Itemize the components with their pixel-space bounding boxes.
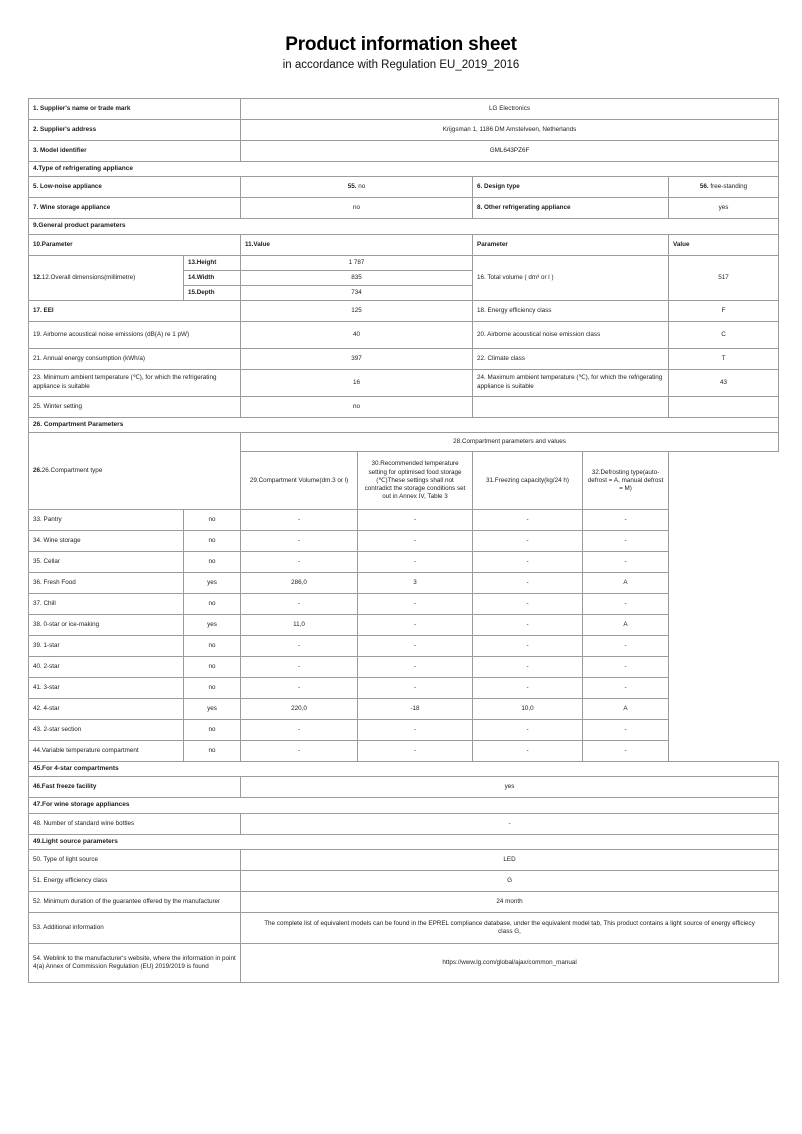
section-general-product-parameters: 9.General product parameters (29, 219, 779, 234)
section-four-star-compartments: 45.For 4-star compartments (29, 762, 779, 777)
column-recommended-temperature: 30.Recommended temperature setting for optimised food storage (℃)These settings shall not contradict the storage conditions set out in Annex IV, Table 3 (358, 452, 473, 510)
compartment-name: 34. Wine storage (29, 531, 184, 552)
compartment-present: no (184, 510, 241, 531)
other-refrigerating-appliance-label: 8. Other refrigerating appliance (473, 198, 669, 219)
compartment-defrosting-type: - (583, 720, 669, 741)
table-row (29, 850, 779, 871)
compartment-defrosting-type: - (583, 510, 669, 531)
wine-bottles-value: - (241, 813, 779, 834)
compartment-volume: - (241, 720, 358, 741)
compartment-volume: - (241, 594, 358, 615)
product-information-table (28, 98, 779, 983)
compartment-freezing-capacity: - (473, 594, 583, 615)
compartment-present: no (184, 741, 241, 762)
compartment-volume: - (241, 636, 358, 657)
compartment-defrosting-type: - (583, 741, 669, 762)
light-source-type-value: LED (241, 850, 779, 871)
table-row (29, 657, 779, 678)
noise-emission-class-value: C (669, 321, 779, 348)
table-row (29, 321, 779, 348)
compartment-name: 44.Variable temperature compartment (29, 741, 184, 762)
low-noise-appliance-value (241, 177, 473, 198)
design-type-num: 56. (699, 183, 709, 191)
table-row (29, 594, 779, 615)
table-row (29, 99, 779, 120)
table-row (29, 300, 779, 321)
compartment-volume: - (241, 741, 358, 762)
model-identifier-value: GML643PZ6F (241, 141, 779, 162)
table-row (29, 162, 779, 177)
supplier-name-label: 1. Supplier's name or trade mark (29, 99, 241, 120)
compartment-temperature: - (358, 678, 473, 699)
column-defrosting-type: 32.Defrosting type(auto-defrost = A, manual defrost = M) (583, 452, 669, 510)
table-row (29, 141, 779, 162)
fast-freeze-label: 46.Fast freeze facility (29, 777, 241, 798)
table-row (29, 219, 779, 234)
noise-emissions-value: 40 (241, 321, 473, 348)
table-row (29, 913, 779, 944)
width-value: 835 (241, 270, 473, 285)
table-row (29, 177, 779, 198)
weblink-label: 54. Weblink to the manufacturer's website, where the information in point 4(a) Annex of Commission Regulation (EU) 2019/2019 is found (29, 944, 241, 983)
low-noise-appliance-label: 5. Low-noise appliance (29, 177, 241, 198)
table-row (29, 813, 779, 834)
supplier-name-value: LG Electronics (241, 99, 779, 120)
table-row (29, 120, 779, 141)
compartment-temperature: - (358, 636, 473, 657)
section-light-source-parameters: 49.Light source parameters (29, 834, 779, 849)
compartment-defrosting-type: A (583, 699, 669, 720)
compartment-temperature: - (358, 531, 473, 552)
climate-class-value: T (669, 348, 779, 369)
compartment-freezing-capacity: 10,0 (473, 699, 583, 720)
width-label: 14.Width (184, 270, 241, 285)
compartment-name: 37. Chill (29, 594, 184, 615)
table-row (29, 720, 779, 741)
compartment-temperature: - (358, 552, 473, 573)
guarantee-duration-label: 52. Minimum duration of the guarantee offered by the manufacturer (29, 892, 241, 913)
winter-setting-label: 25. Winter setting (29, 396, 241, 417)
compartment-present: no (184, 636, 241, 657)
document-header (0, 0, 802, 71)
compartment-present: no (184, 657, 241, 678)
compartment-name: 33. Pantry (29, 510, 184, 531)
compartment-params-header: 28.Compartment parameters and values (241, 433, 779, 452)
table-row (29, 510, 779, 531)
compartment-present: no (184, 594, 241, 615)
max-ambient-temp-value: 43 (669, 369, 779, 396)
compartment-present: no (184, 531, 241, 552)
compartment-volume: - (241, 657, 358, 678)
winter-setting-empty-value (669, 396, 779, 417)
guarantee-duration-value: 24 month (241, 892, 779, 913)
overall-dimensions-label: 12.12.Overall dimensions(millimetre) (29, 255, 184, 300)
supplier-address-label: 2. Supplier's address (29, 120, 241, 141)
table-row (29, 834, 779, 849)
energy-efficiency-class-value: F (669, 300, 779, 321)
table-row (29, 348, 779, 369)
design-type-text: free-standing (710, 183, 748, 191)
section-compartment-parameters: 26. Compartment Parameters (29, 417, 779, 432)
column-header-value-right: Value (669, 234, 779, 255)
total-volume-value: 517 (669, 255, 779, 300)
compartment-freezing-capacity: - (473, 552, 583, 573)
column-compartment-volume: 29.Compartment Volume(dm.3 or l) (241, 452, 358, 510)
compartment-temperature: - (358, 510, 473, 531)
wine-storage-appliance-label: 7. Wine storage appliance (29, 198, 241, 219)
height-value: 1 787 (241, 255, 473, 270)
compartment-defrosting-type: - (583, 678, 669, 699)
table-row (29, 699, 779, 720)
annual-energy-label: 21. Annual energy consumption (kWh/a) (29, 348, 241, 369)
design-type-value (669, 177, 779, 198)
table-row (29, 892, 779, 913)
supplier-address-value: Krijgsman 1, 1186 DM Amstelveen, Netherlands (241, 120, 779, 141)
compartment-defrosting-type: - (583, 636, 669, 657)
compartment-defrosting-type: - (583, 657, 669, 678)
low-noise-appliance-num: 55. (347, 183, 357, 191)
table-row (29, 396, 779, 417)
compartment-present: yes (184, 615, 241, 636)
design-type-label: 6. Design type (473, 177, 669, 198)
table-row (29, 433, 779, 452)
table-row (29, 636, 779, 657)
table-row (29, 234, 779, 255)
wine-bottles-label: 48. Number of standard wine bottles (29, 813, 241, 834)
height-label: 13.Height (184, 255, 241, 270)
compartment-name: 40. 2-star (29, 657, 184, 678)
table-row (29, 678, 779, 699)
table-row (29, 369, 779, 396)
compartment-volume: 286,0 (241, 573, 358, 594)
compartment-freezing-capacity: - (473, 741, 583, 762)
compartment-temperature: - (358, 615, 473, 636)
winter-setting-value: no (241, 396, 473, 417)
compartment-present: no (184, 678, 241, 699)
compartment-freezing-capacity: - (473, 657, 583, 678)
table-row (29, 615, 779, 636)
section-type-of-appliance: 4.Type of refrigerating appliance (29, 162, 779, 177)
min-ambient-temp-label: 23. Minimum ambient temperature (℃), for which the refrigerating appliance is suitable (29, 369, 241, 396)
compartment-freezing-capacity: - (473, 531, 583, 552)
compartment-volume: - (241, 678, 358, 699)
table-row (29, 741, 779, 762)
compartment-temperature: -18 (358, 699, 473, 720)
table-row (29, 944, 779, 983)
compartment-volume: 11,0 (241, 615, 358, 636)
compartment-volume: 220,0 (241, 699, 358, 720)
table-row (29, 198, 779, 219)
compartment-present: no (184, 720, 241, 741)
compartment-name: 41. 3-star (29, 678, 184, 699)
model-identifier-label: 3. Model identifier (29, 141, 241, 162)
compartment-type-text: 26.Compartment type (41, 467, 103, 475)
compartment-defrosting-type: - (583, 531, 669, 552)
light-source-class-value: G (241, 871, 779, 892)
weblink-value[interactable]: https://www.lg.com/global/ajax/common_manual (241, 944, 779, 983)
table-row (29, 762, 779, 777)
fast-freeze-value: yes (241, 777, 779, 798)
annual-energy-value: 397 (241, 348, 473, 369)
column-header-parameter-right: Parameter (473, 234, 669, 255)
compartment-temperature: 3 (358, 573, 473, 594)
low-noise-appliance-text: no (358, 183, 366, 191)
compartment-name: 43. 2-star section (29, 720, 184, 741)
column-header-parameter-left: 10.Parameter (29, 234, 241, 255)
compartment-freezing-capacity: - (473, 573, 583, 594)
energy-efficiency-class-label: 18. Energy efficiency class (473, 300, 669, 321)
compartment-defrosting-type: A (583, 573, 669, 594)
compartment-present: yes (184, 699, 241, 720)
table-row (29, 255, 779, 270)
compartment-freezing-capacity: - (473, 615, 583, 636)
compartment-defrosting-type: - (583, 594, 669, 615)
noise-emissions-label: 19. Airborne acoustical noise emissions (dB(A) re 1 pW) (29, 321, 241, 348)
winter-setting-empty-label (473, 396, 669, 417)
table-row (29, 871, 779, 892)
compartment-temperature: - (358, 657, 473, 678)
compartment-freezing-capacity: - (473, 510, 583, 531)
table-row (29, 798, 779, 813)
compartment-present: yes (184, 573, 241, 594)
page-title: Product information sheet (285, 34, 517, 55)
compartment-defrosting-type: A (583, 615, 669, 636)
page-subtitle: in accordance with Regulation EU_2019_2016 (282, 59, 520, 71)
section-wine-storage-appliances: 47.For wine storage appliances (29, 798, 779, 813)
min-ambient-temp-value: 16 (241, 369, 473, 396)
table-row (29, 777, 779, 798)
compartment-freezing-capacity: - (473, 678, 583, 699)
light-source-type-label: 50. Type of light source (29, 850, 241, 871)
table-row (29, 552, 779, 573)
compartment-name: 35. Cellar (29, 552, 184, 573)
compartment-volume: - (241, 531, 358, 552)
product-info-table-wrap (28, 98, 778, 983)
depth-value: 734 (241, 285, 473, 300)
column-freezing-capacity: 31.Freezing capacity(kg/24 h) (473, 452, 583, 510)
eei-label: 17. EEI (29, 300, 241, 321)
max-ambient-temp-label: 24. Maximum ambient temperature (℃), for which the refrigerating appliance is suitable (473, 369, 669, 396)
compartment-name: 42. 4-star (29, 699, 184, 720)
other-refrigerating-appliance-value: yes (669, 198, 779, 219)
overall-dimensions-text: 12.Overall dimensions(millimetre) (41, 273, 136, 281)
additional-information-value: The complete list of equivalent models can be found in the EPREL compliance database, under the equivalent model tab, This product contains a light source of energy efficiecy class G, (241, 913, 779, 944)
compartment-type-label: 26.26.Compartment type (29, 433, 241, 510)
additional-information-label: 53. Additional information (29, 913, 241, 944)
column-header-value-left: 11.Value (241, 234, 473, 255)
light-source-class-label: 51. Energy efficiency class (29, 871, 241, 892)
compartment-rows-body (29, 510, 779, 762)
wine-storage-appliance-value: no (241, 198, 473, 219)
compartment-defrosting-type: - (583, 552, 669, 573)
table-row (29, 417, 779, 432)
compartment-volume: - (241, 510, 358, 531)
compartment-name: 38. 0-star or ice-making (29, 615, 184, 636)
compartment-temperature: - (358, 741, 473, 762)
compartment-freezing-capacity: - (473, 720, 583, 741)
climate-class-label: 22. Climate class (473, 348, 669, 369)
compartment-freezing-capacity: - (473, 636, 583, 657)
table-row (29, 573, 779, 594)
compartment-name: 36. Fresh Food (29, 573, 184, 594)
depth-label: 15.Depth (184, 285, 241, 300)
compartment-volume: - (241, 552, 358, 573)
noise-emission-class-label: 20. Airborne acoustical noise emission class (473, 321, 669, 348)
compartment-name: 39. 1-star (29, 636, 184, 657)
compartment-temperature: - (358, 720, 473, 741)
table-row (29, 531, 779, 552)
compartment-temperature: - (358, 594, 473, 615)
total-volume-label: 16. Total volume ( dm³ or l ) (473, 255, 669, 300)
eei-value: 125 (241, 300, 473, 321)
compartment-present: no (184, 552, 241, 573)
